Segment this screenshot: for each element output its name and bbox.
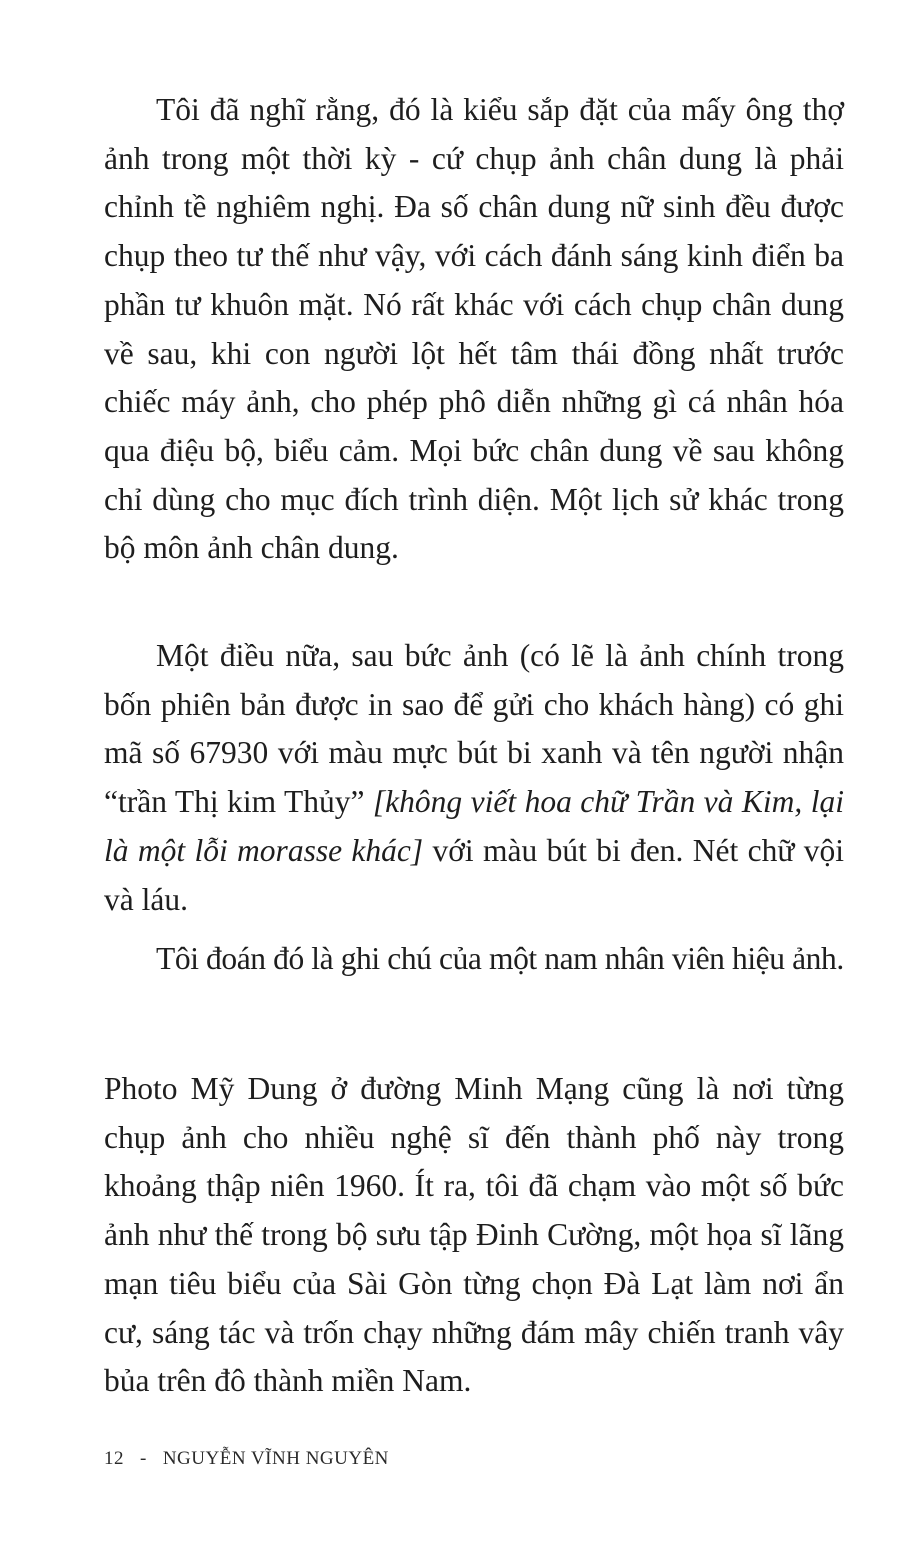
paragraph-photo-note: [104, 632, 844, 924]
paragraph-photo-my-dung: Photo Mỹ Dung ở đường Minh Mạng cũng là nơi từng chụp ảnh cho nhiều nghệ sĩ đến thành phố này trong khoảng thập niên 1960. Ít ra, tôi đã chạm vào một số bức ảnh như thế trong bộ sưu tập Đinh Cường, một họa sĩ lãng mạn tiêu biểu của Sài Gòn từng chọn Đà Lạt làm nơi ẩn cư, sáng tác và trốn chạy những đám mây chiến tranh vây bủa trên đô thành miền Nam.: [104, 1071, 844, 1399]
paragraph-portrait-style: Tôi đã nghĩ rằng, đó là kiểu sắp đặt của mấy ông thợ ảnh trong một thời kỳ - cứ chụp ảnh chân dung là phải chỉnh tề nghiêm nghị. Đa số chân dung nữ sinh đều được chụp theo tư thế như vậy, với cách đánh sáng kinh điển ba phần tư khuôn mặt. Nó rất khác với cách chụp chân dung về sau, khi con người lột hết tâm thái đồng nhất trước chiếc máy ảnh, cho phép phô diễn những gì cá nhân hóa qua điệu bộ, biểu cảm. Mọi bức chân dung về sau không chỉ dùng cho mục đích trình diện. Một lịch sử khác trong bộ môn ảnh chân dung.: [104, 92, 844, 566]
footer-separator: -: [140, 1448, 147, 1469]
paragraph-photo-note-italic: [không viết hoa chữ Trần và Kim, lại là một lỗi morasse khác]: [104, 784, 844, 868]
page-footer: [104, 1448, 389, 1470]
paragraph-photo-note-end: với màu bút bi đen. Nét chữ vội và láu.: [104, 832, 844, 917]
paragraph-guess: Tôi đoán đó là ghi chú của một nam nhân viên hiệu ảnh.: [156, 941, 844, 976]
paragraph-photo-note-text: Một điều nữa, sau bức ảnh (có lẽ là ảnh chính trong bốn phiên bản được in sao để gửi cho khách hàng) có ghi mã số 67930 với màu mực bút bi xanh và tên người nhận “trần Thị kim Thủy”: [104, 638, 844, 820]
author-name: NGUYỄN VĨNH NGUYÊN: [162, 1448, 389, 1469]
page-number: 12: [104, 1448, 124, 1469]
